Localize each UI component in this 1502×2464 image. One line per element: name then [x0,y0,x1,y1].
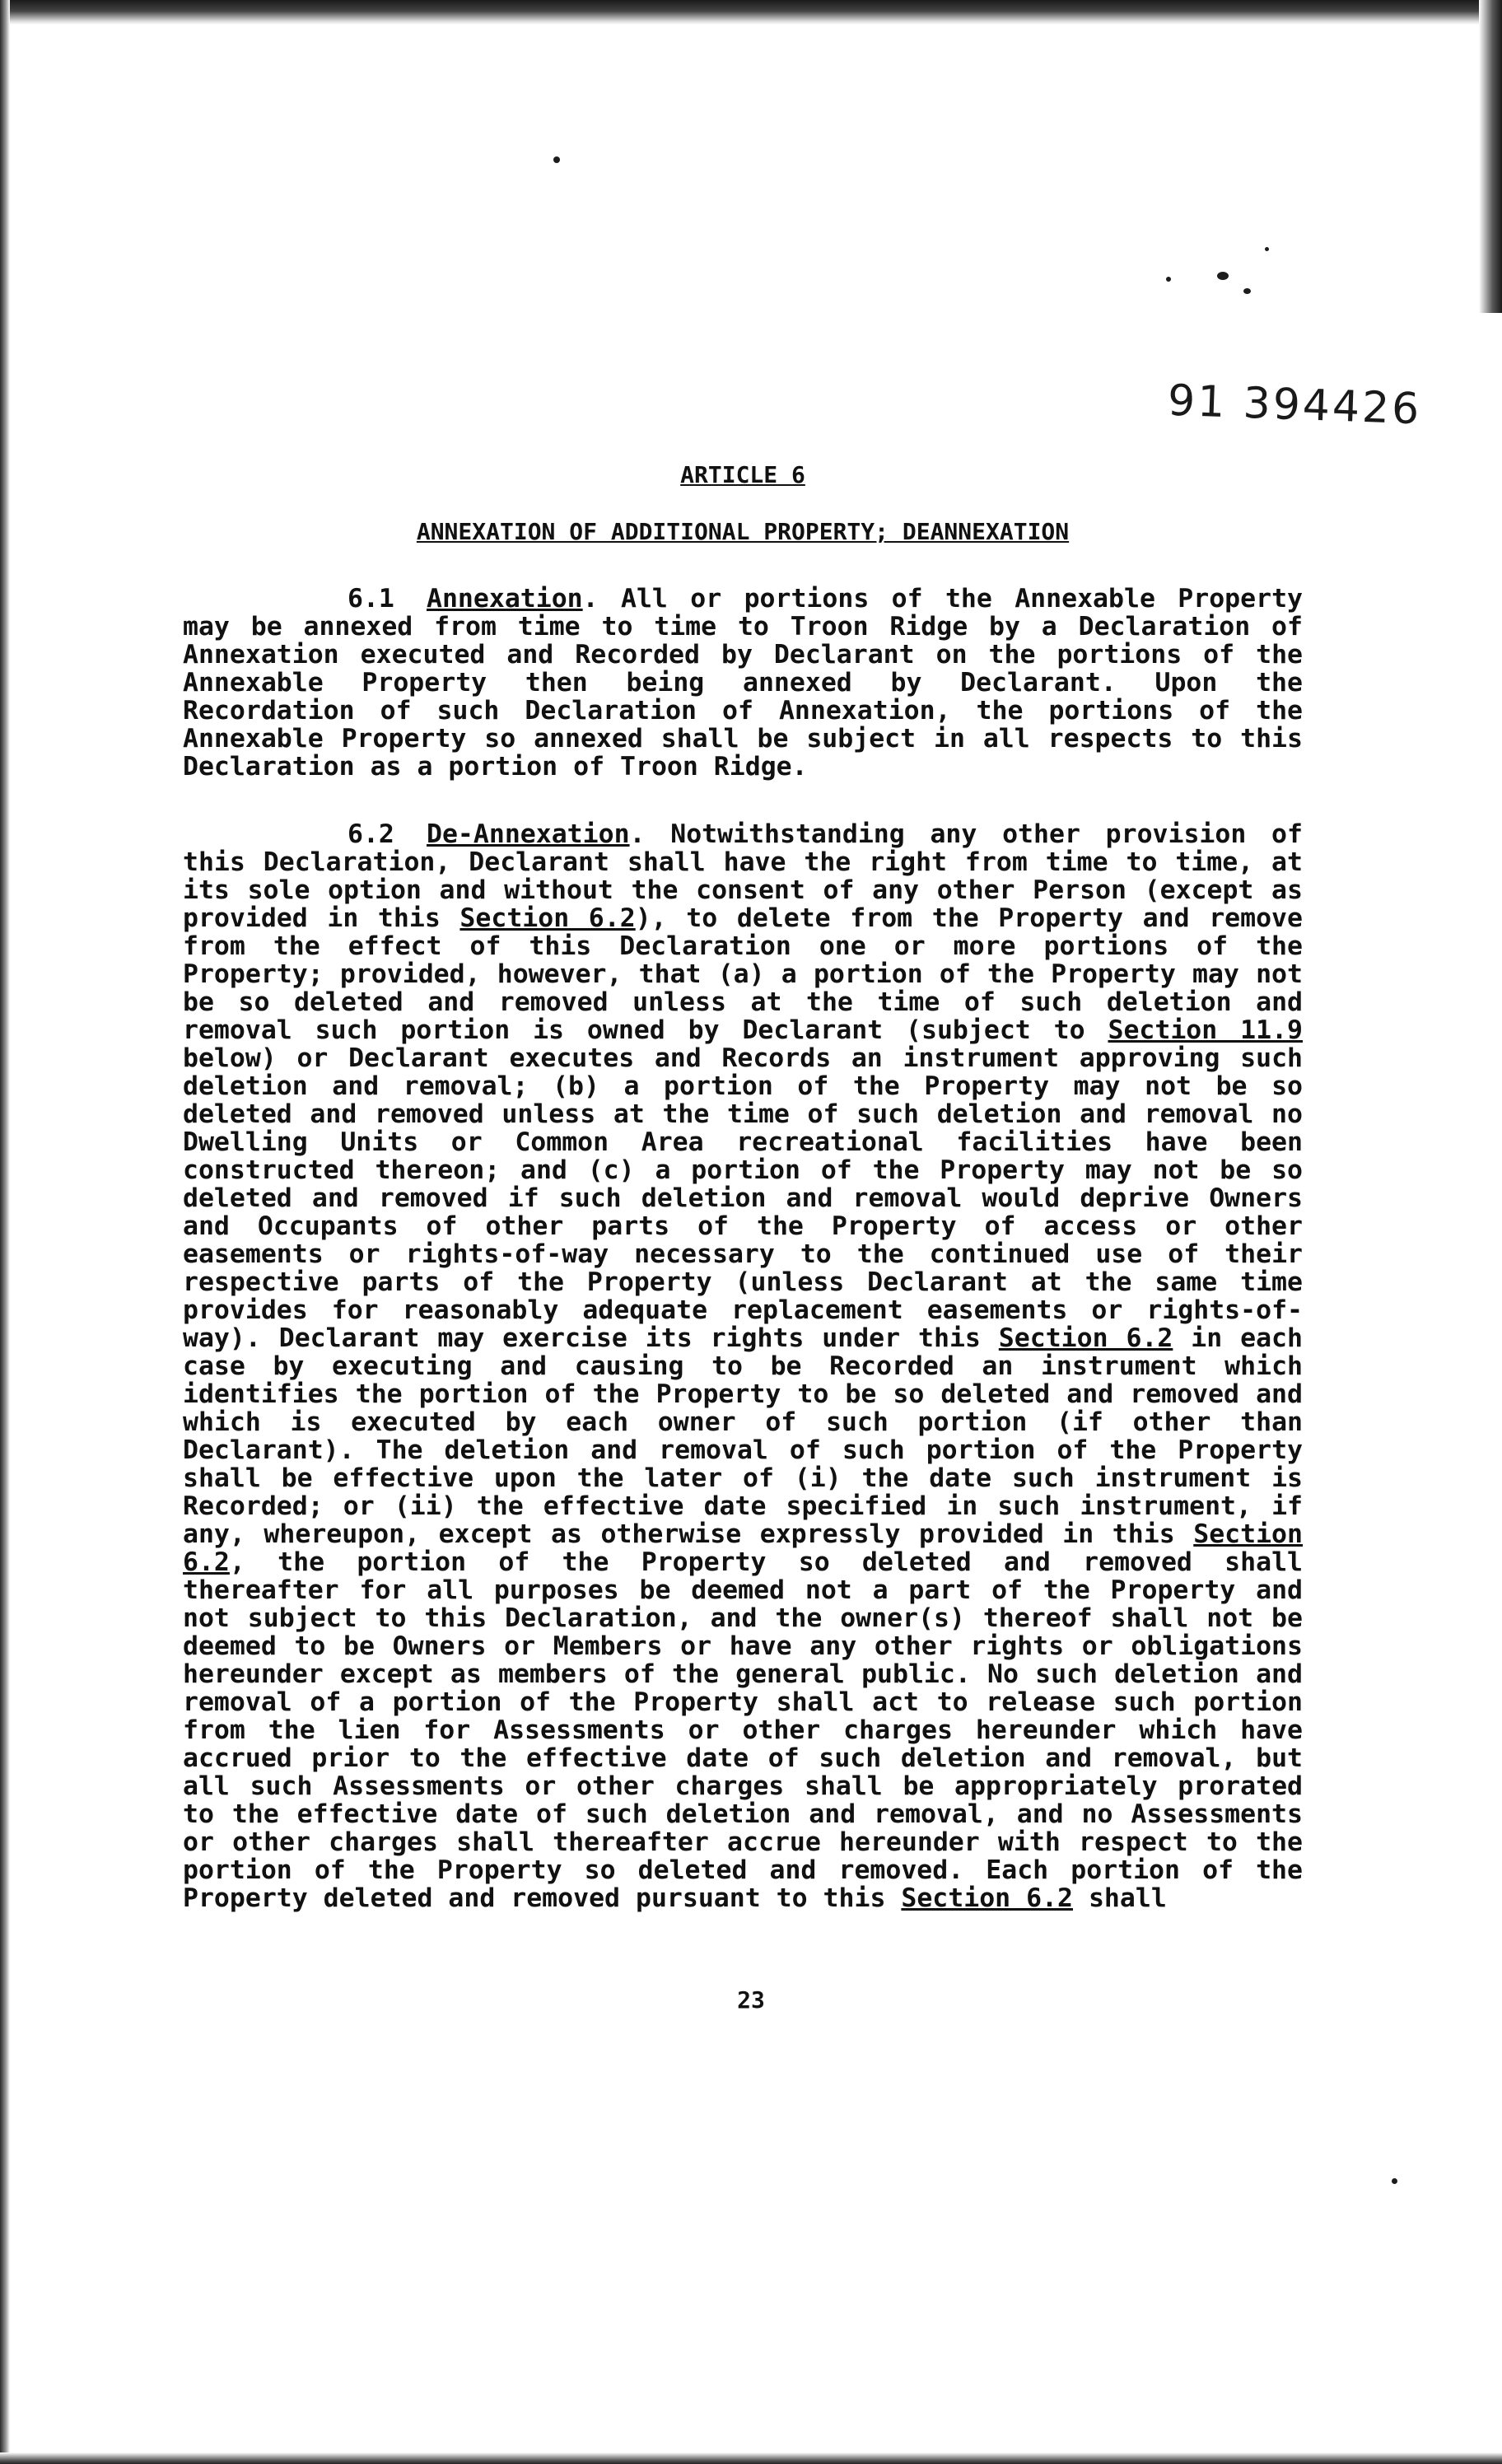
section-cross-reference: Section 6.2 [459,903,636,933]
section-body: . All or portions of the Annexable Property may be annexed from time to time to Troon Ridge by a Declaration of Annexation executed and Recorded by Declarant on the portions of the Annexable Property then being annexed by Declarant. Upon the Recordation of such Declaration of Annexation, the portions of the Annexable Property so annexed shall be subject in all respects to this Declaration as a portion of Troon Ridge. [183,584,1303,782]
scan-edge-right [1479,0,1502,313]
scan-edge-top [0,0,1502,25]
section-cross-reference: Section 6.2 [998,1323,1173,1353]
scan-speck [1265,247,1269,251]
scan-speck [1217,272,1229,280]
section-cross-reference: Section 6.2 [901,1883,1073,1913]
recording-number: 91 394426 [1167,376,1423,435]
section-body: in each case by executing and causing to be Recorded an instrument which identifies the portion of the Property to be so deleted and removed and which is executed by each owner of such portion (if other than Declarant). The deletion and removal of such portion of the Property shall be effective upon the later of (i) the date such instrument is Recorded; or (ii) the effective date specified in such instrument, if any, whereupon, except as otherwise expressly provided in this [183,1323,1303,1549]
page-number: 23 [737,1986,765,2014]
section-title: Annexation [427,584,583,614]
article-title: ANNEXATION OF ADDITIONAL PROPERTY; DEANNEXATION [416,518,1070,545]
section-cross-reference: Section 6.2 [183,1519,1303,1577]
section-body: . Notwithstanding any other provision of this Declaration, Declarant shall have the right from time to time, at its sole option and without the consent of any other Person (except as provided in this [183,819,1303,933]
scan-edge-bottom [0,2452,1502,2464]
scan-speck [1243,288,1251,294]
section-body: shall [1073,1883,1167,1913]
article-heading: ARTICLE 6 [680,461,805,488]
section-title: De-Annexation [427,819,630,849]
scan-speck [1392,2178,1397,2184]
scan-speck [1166,277,1171,282]
section-number: 6.1 [348,584,394,614]
section-cross-reference: Section 11.9 [1108,1015,1303,1045]
scan-edge-left [0,0,10,2464]
section-body: below) or Declarant executes and Records an instrument approving such deletion and removal; (b) a portion of the Property may not be so deleted and removed unless at the time of such deletion and removal no Dwelling Units or Common Area recreational facilities have been constructed thereon; and (c) a portion of the Property may not be so deleted and removed if such deletion and removal would deprive Owners and Occupants of other parts of the Property of access or other easements or rights-of-way necessary to the continued use of their respective parts of the Property (unless Declarant at the same time provides for reasonably adequate replacement easements or rights-of-way). Declarant may exercise its rights under this [183,1043,1303,1353]
document-page [183,461,1303,1952]
section-body: ), to delete from the Property and remove from the effect of this Declaration one or more portions of the Property; provided, however, that (a) a portion of the Property may not be so deleted and removed unless at the time of such deletion and removal such portion is owned by Declarant (subject to [183,903,1303,1045]
section-6-2 [183,820,1303,1912]
scan-speck [553,156,560,163]
section-number: 6.2 [348,819,394,849]
section-body: , the portion of the Property so deleted and removed shall thereafter for all purposes be deemed not a part of the Property and not subject to this Declaration, and the owner(s) thereof shall not be deemed to be Owners or Members or have any other rights or obligations hereunder except as members of the general public. No such deletion and removal of a portion of the Property shall act to release such portion from the lien for Assessments or other charges hereunder which have accrued prior to the effective date of such deletion and removal, but all such Assessments or other charges shall be appropriately prorated to the effective date of such deletion and removal, and no Assessments or other charges shall thereafter accrue hereunder with respect to the portion of the Property so deleted and removed. Each portion of the Property deleted and removed pursuant to this [183,1547,1303,1913]
section-6-1 [183,585,1303,781]
